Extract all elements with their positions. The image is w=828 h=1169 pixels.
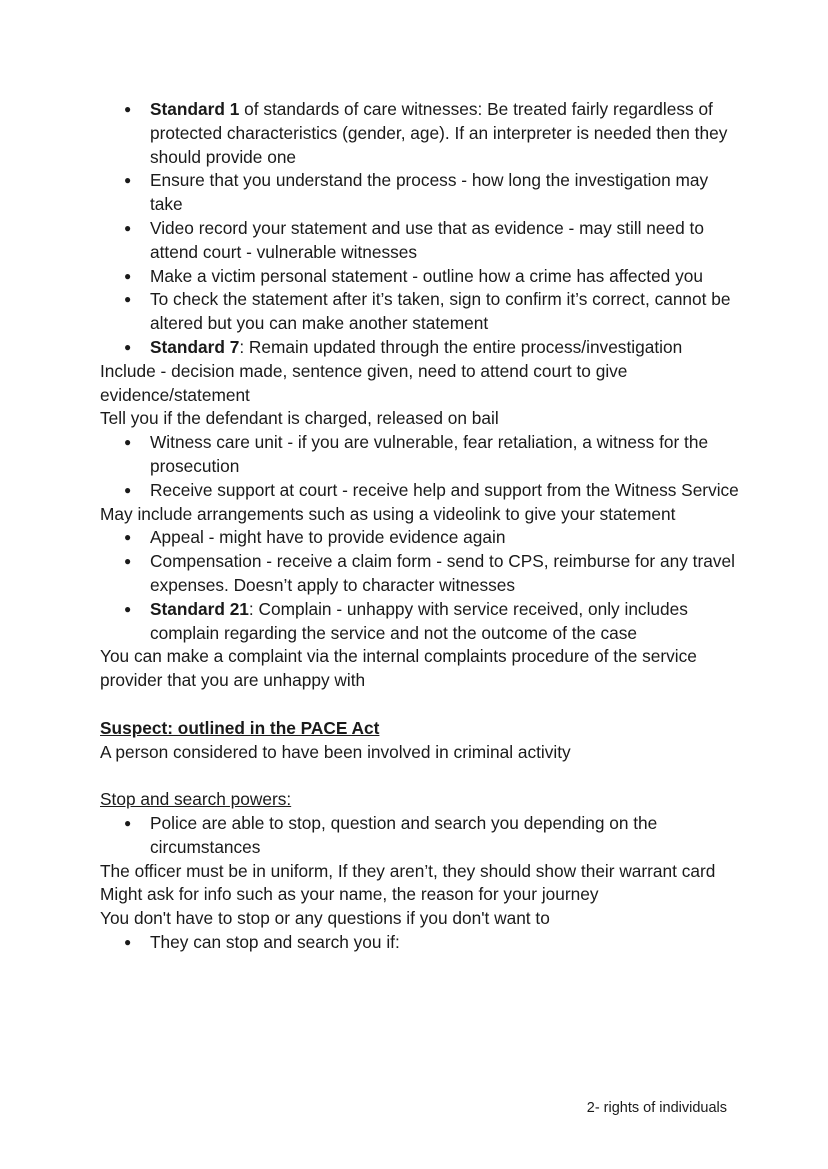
list-item bbox=[150, 217, 740, 265]
section-heading-suspect: Suspect: outlined in the PACE Act bbox=[100, 717, 380, 738]
list-item bbox=[150, 931, 740, 955]
list-item bbox=[150, 265, 740, 289]
list-item-text: Witness care unit - if you are vulnerable, fear retaliation, a witness for the prosecution bbox=[150, 432, 709, 476]
list-item bbox=[150, 598, 740, 646]
spacer bbox=[100, 693, 740, 717]
list-item bbox=[150, 288, 740, 336]
list-item-text: of standards of care witnesses: Be treated fairly regardless of protected characteristics (gender, age). If an interpreter is needed then they should provide one bbox=[150, 99, 728, 167]
paragraph-arrangements: May include arrangements such as using a videolink to give your statement bbox=[100, 503, 676, 524]
spacer bbox=[100, 764, 740, 788]
list-item bbox=[150, 169, 740, 217]
list-item bbox=[150, 550, 740, 598]
bold-label: Standard 1 bbox=[150, 99, 240, 119]
paragraph-suspect-definition: A person considered to have been involved in criminal activity bbox=[100, 741, 571, 762]
paragraph-officer: The officer must be in uniform, If they aren’t, they should show their warrant card bbox=[100, 860, 716, 881]
bullet-list bbox=[100, 812, 740, 860]
bullet-list bbox=[100, 526, 740, 645]
list-item-text: Compensation - receive a claim form - send to CPS, reimburse for any travel expenses. Doesn’t apply to character witnesses bbox=[150, 551, 735, 595]
list-item-text: Police are able to stop, question and search you depending on the circumstances bbox=[150, 812, 658, 857]
bullet-list bbox=[100, 931, 740, 955]
list-item-text: Appeal - might have to provide evidence again bbox=[150, 527, 506, 548]
paragraph-complaint: You can make a complaint via the internal complaints procedure of the service provider that you are unhappy with bbox=[100, 646, 697, 691]
list-item bbox=[150, 526, 740, 550]
paragraph-include: Include - decision made, sentence given, need to attend court to give evidence/statement bbox=[100, 360, 628, 405]
list-item-text: : Complain - unhappy with service received, only includes complain regarding the service and not the outcome of the case bbox=[150, 598, 688, 643]
list-item-text: Ensure that you understand the process - how long the investigation may take bbox=[150, 170, 709, 215]
bold-label: Standard 7 bbox=[150, 336, 240, 357]
list-item-text: Video record your statement and use that as evidence - may still need to attend court - vulnerable witnesses bbox=[150, 217, 704, 262]
bullet-list bbox=[100, 431, 740, 502]
subheading-stop-search: Stop and search powers: bbox=[100, 789, 292, 810]
bold-label: Standard 21 bbox=[150, 598, 249, 619]
list-item bbox=[150, 812, 740, 860]
paragraph-info: Might ask for info such as your name, the reason for your journey bbox=[100, 884, 599, 905]
bullet-list bbox=[100, 98, 740, 360]
paragraph-tell: Tell you if the defendant is charged, released on bail bbox=[100, 408, 499, 429]
list-item-text: To check the statement after it’s taken, sign to confirm it’s correct, cannot be altered but you can make another statement bbox=[150, 289, 731, 334]
document-body bbox=[100, 98, 740, 955]
list-item bbox=[150, 431, 740, 479]
list-item-text: They can stop and search you if: bbox=[150, 931, 400, 952]
list-item-text: Make a victim personal statement - outline how a crime has affected you bbox=[150, 265, 703, 286]
page-footer: 2- rights of individuals bbox=[586, 1100, 727, 1116]
list-item bbox=[150, 98, 740, 169]
list-item bbox=[150, 336, 740, 360]
list-item bbox=[150, 479, 740, 503]
list-item-text: Receive support at court - receive help and support from the Witness Service bbox=[150, 479, 739, 500]
paragraph-dont-stop: You don't have to stop or any questions if you don't want to bbox=[100, 908, 550, 929]
list-item-text: : Remain updated through the entire process/investigation bbox=[239, 336, 683, 357]
